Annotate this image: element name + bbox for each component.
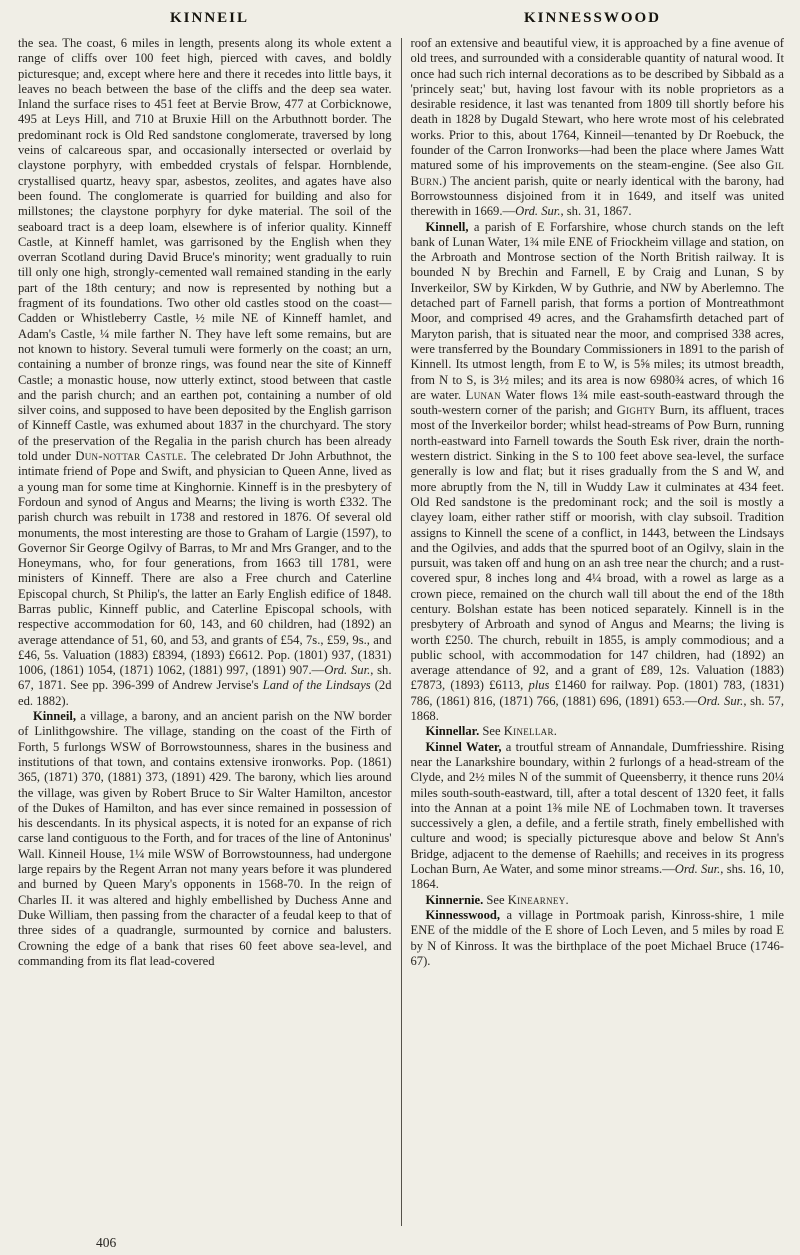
column-divider bbox=[401, 38, 402, 1226]
paragraph: Kinnell, a parish of E Forfarshire, whose church stands on the left bank of Lunan Water, 1¾ mile ENE of Friockheim village and station, on the Arbroath and Montrose section of the North British railway. It is bounded N by Brechin and Farnell, E by Craig and Lunan, S by Inverkeilor, SW by Kirkden, W by Guthrie, and NW by Aberlemno. The detached part of Farnell parish, that forms a portion of Montreathmont Moor, and comprised 49 acres, and the Grahamsfirth detached part of Maryton parish, that is situated near the moor, and comprised 338 acres, were transferred by the Boundary Commissioners in 1891 to the parish of Kinnell. Its utmost length, from E to W, is 5⅝ miles; its utmost breadth, from N to S, is 3½ miles; and its area is now 6980¾ acres, of which 16 are water. Lunan Water flows 1¾ mile east-south-eastward through the south-western corner of the parish; and Gighty Burn, its affluent, traces most of the Inverkeilor border; whilst head-streams of Pow Burn, running north-eastward into Farnell towards the South Esk river, drain the north-western district. Sinking in the S to 100 feet above sea-level, the surface generally is low and flat; but it rises gradually from the S and W, and more abruptly from the N, till in Wuddy Law it culminates at 434 feet. Old Red sandstone is the predominant rock; and the soil is mostly a clayey loam, either rather stiff or moorish, with clay subsoil. Tradition assigns to Kinnell the scene of a conflict, in 1443, between the Lindsays and the Ogilvies, and adds that the spurred boot of an Ogilvy, slain in the pursuit, was taken off and hung on an ash tree near the church; and a rust-covered spur, 8 inches long and 4¼ broad, with a rowel as large as a crown piece, remained on the church wall till about the end of the 18th century. Bolshan estate has been noticed separately. Kinnell is in the presbytery of Arbroath and synod of Angus and Mearns; the living is worth £250. The church, rebuilt in 1855, is amply commodious; and a public school, with accommodation for 147 children, had (1892) an average attendance of 92, and a grant of £89, 12s. Valuation (1883) £7873, (1893) £6113, plus £1460 for railway. Pop. (1801) 783, (1831) 786, (1861) 816, (1871) 766, (1881) 696, (1891) 653.—Ord. Sur., sh. 57, 1868. bbox=[410, 219, 784, 724]
right-column bbox=[411, 36, 785, 1226]
page-number: 406 bbox=[96, 1235, 117, 1250]
paragraph: the sea. The coast, 6 miles in length, presents along its whole extent a range of cliffs over 100 feet high, pierced with caves, and boldly picturesque; and, except where here and there it recedes into little bays, it leaves no beach between the base of the cliffs and the deep sea water. Inland the surface rises to 451 feet at Bervie Brow, 477 at Corbicknowe, 495 at Leys Hill, and 710 at Bruxie Hill on the Arbuthnott border. The predominant rock is Old Red sandstone conglomerate, traversed by long veins of calcareous spar, and occasionally intersected or overlaid by claystone porphyry, with embedded crystals of felspar. Hornblende, crystallised quartz, heavy spar, asbestos, zeolites, and agates have also been found. The conglomerate is quarried for building and also for millstones; the claystone porphyry for dyke material. The soil of the seaboard tract is a deep loam, elsewhere is of inferior quality. Kinneff Castle, at Kinneff hamlet, was garrisoned by the English when they overran Scotland during David Bruce's minority; went gradually to ruin till only one high, strongly-cemented wall remained standing in the early part of the 18th century; and now is represented by nothing but a fragment of its foundations. Two other old castles stood on the coast—Cadden or Whistleberry Castle, ½ mile NE of Kinneff hamlet, and Adam's Castle, ¼ mile farther N. They have left some remains, but are not known to history. Several tumuli were formerly on the coast; an urn, containing a number of bronze rings, was found near the site of Kinneff Castle; a monastic house, now utterly extinct, stood between that castle and the parish church; and an earthen pot, containing a number of old silver coins, and supposed to have been deposited by the English garrison of Kinneff Castle, was exhumed about 1837 in the churchyard. The story of the preservation of the Regalia in the parish church has been already told under Dun-nottar Castle. The celebrated Dr John Arbuthnot, the intimate friend of Pope and Swift, and physician to Queen Anne, lived as a young man for some time at Kinghornie. Kinneff is in the presbytery of Fordoun and synod of Angus and Mearns; the living is worth £332. The parish church was rebuilt in 1738 and restored in 1876. Of several old monuments, the most interesting are those to Graham of Largie (1597), to Governor Sir George Ogilvy of Barras, to Mr and Mrs Granger, and to the Honeymans, who, for four generations, from 1663 till 1781, were ministers of Kinneff. There are also a Free church and Caterline Episcopal church, St Philip's, the latter an Early English edifice of 1848. Barras public, Kinneff public, and Caterline Episcopal schools, with respective accommodation for 60, 143, and 60 children, had (1892) an average attendance of 51, 60, and 53, and grants of £54, 7s., £59, 9s., and £46, 5s. Valuation (1883) £8394, (1893) £6612. Pop. (1801) 937, (1831) 1006, (1861) 1054, (1871) 1062, (1881) 997, (1891) 907.—Ord. Sur., sh. 67, 1871. See pp. 396-399 of Andrew Jervise's Land of the Lindsays (2d ed. 1882). bbox=[18, 36, 392, 708]
paragraph: Kinneil, a village, a barony, and an ancient parish on the NW border of Linlithgowshire. The village, standing on the coast of the Firth of Forth, 5 furlongs WSW of Borrowstounness, shares in the business and institutions of that town, and contains extensive ironworks. Pop. (1861) 365, (1871) 370, (1881) 373, (1891) 429. The barony, which lies around the village, was given by Robert Bruce to Sir Walter Hamilton, ancestor of the Dukes of Hamilton, and has ever since remained in possession of his descendants. In its physical aspects, it is noted for an expanse of rich carse land contiguous to the Forth, and for traces of the line of Antoninus' Wall. Kinneil House, 1¼ mile WSW of Borrowstounness, had undergone large repairs by the Regent Arran not many years before it was plundered and burned by Queen Mary's opponents in 1568-70. In the reign of Charles II. it was altered and highly embellished by Duchess Anne and Duke William, then passing from the character of a feudal keep to that of three sides of a quadrangle, surmounted by cornice and balusters. Crowning the edge of a bank that rises 60 feet above sea-level, and commanding from its flat lead-covered bbox=[18, 709, 392, 968]
running-head-left: KINNEIL bbox=[169, 10, 250, 26]
running-heads bbox=[18, 10, 784, 27]
left-column bbox=[18, 36, 392, 1226]
paragraph: Kinnel Water, a troutful stream of Annandale, Dumfriesshire. Rising near the Lanarkshire boundary, within 2 furlongs of a head-stream of the Clyde, and 2½ miles N of the summit of Queensberry, it thence runs 20¼ miles south-south-eastward, till, after a total descent of 1320 feet, it falls into the Annan at a point 1⅜ mile NE of Lochmaben town. It traverses successively a glen, a defile, and a fertile strath, finely embellished with culture and wood; is specially picturesque above and below St Ann's Bridge, adjacent to the demense of Raehills; and receives in its progress Lochan Burn, Ae Water, and some minor streams.—Ord. Sur., shs. 16, 10, 1864. bbox=[410, 739, 784, 892]
text-columns bbox=[18, 36, 784, 1226]
paragraph: Kinnesswood, a village in Portmoak parish, Kinross-shire, 1 mile ENE of the middle of the E shore of Loch Leven, and 5 miles by road E by N of Kinross. It was the birthplace of the poet Michael Bruce (1746-67). bbox=[410, 907, 784, 968]
paragraph: roof an extensive and beautiful view, it is approached by a fine avenue of old trees, and surrounded with a considerable quantity of natural wood. It once had such rich internal decorations as to be described by Sibbald as a 'princely seat;' but, having lost favour with its noble proprietors as a desirable residence, it last was tenanted from 1809 till shortly before his death in 1828 by Dugald Stewart, who here wrote most of his celebrated works. Prior to this, about 1764, Kinneil—tenanted by Dr Roebuck, the founder of the Carron Ironworks—had been the place where James Watt matured some of his improvements on the steam-engine. (See also Gil Burn.) The ancient parish, quite or nearly identical with the barony, had Borrowstounness disjoined from it in 1649, and itself was united therewith in 1669.—Ord. Sur., sh. 31, 1867. bbox=[410, 36, 784, 219]
paragraph: Kinnellar. See Kinellar. bbox=[425, 724, 557, 739]
running-head-right: KINNESSWOOD bbox=[523, 10, 662, 26]
paragraph: Kinnernie. See Kinearney. bbox=[425, 892, 569, 907]
